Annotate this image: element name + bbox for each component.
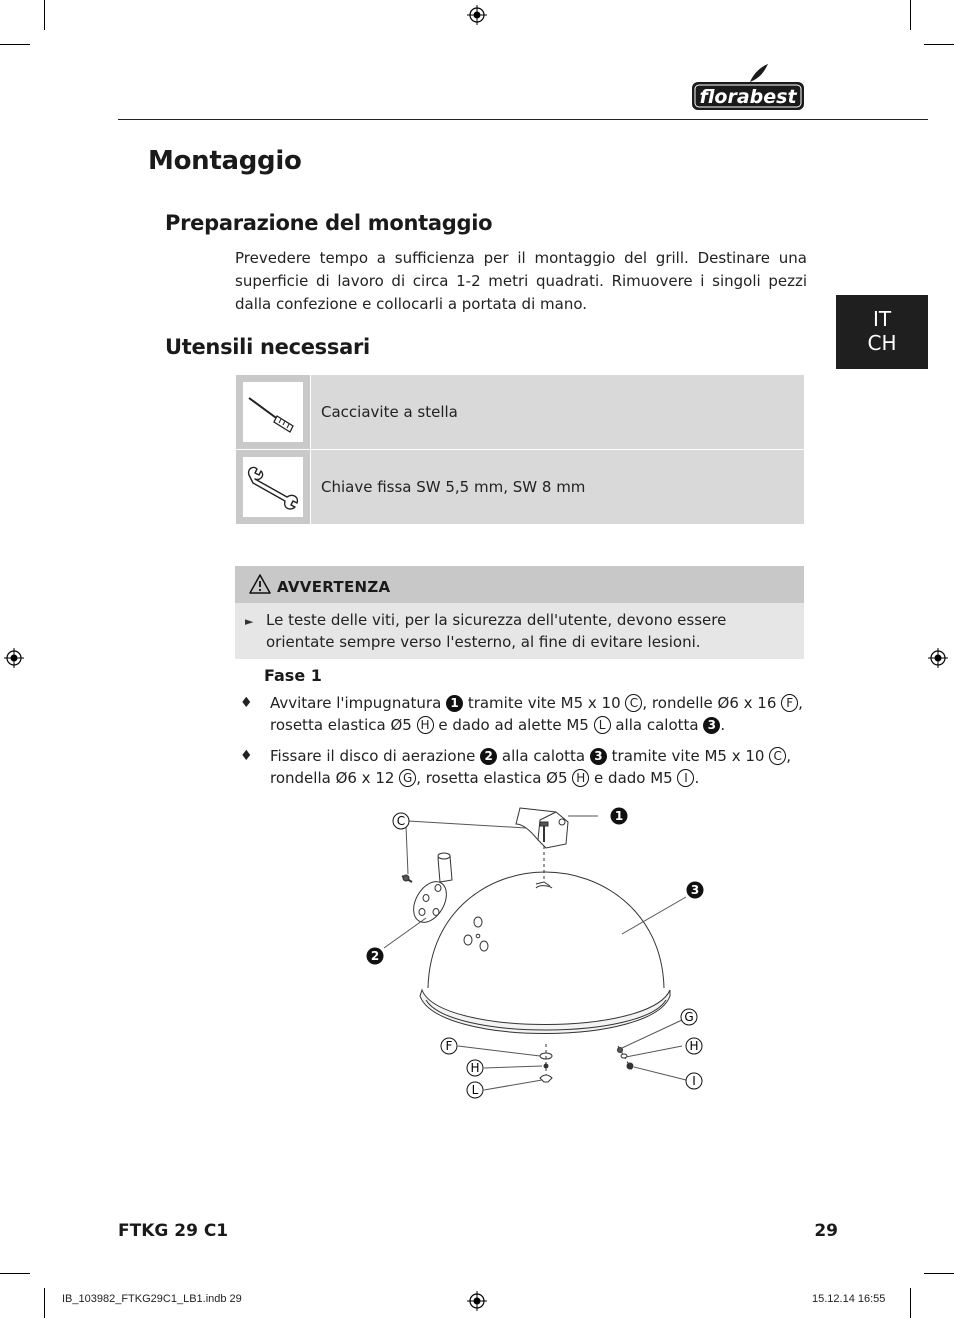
crop-mark [910,1288,911,1318]
part-letter-badge: C [769,747,786,765]
country-code: CH [867,331,897,355]
tool-icon-box [243,457,303,517]
text-run: , rosetta elastica Ø5 [270,694,803,734]
warning-triangle-icon [249,574,271,594]
part-letter-badge: G [399,769,416,787]
tool-icon-cell [236,375,310,449]
language-code: IT [872,307,892,331]
crop-mark [44,0,45,30]
crop-mark [910,0,911,30]
crop-mark [924,44,954,45]
diamond-bullet-icon: ♦ [240,748,253,764]
step-bullet [240,745,810,789]
assembly-diagram [360,800,720,1110]
tool-row [236,375,804,449]
section-heading-preparation: Preparazione del montaggio [165,211,493,235]
text-run: Avvitare l'impugnatura [270,694,447,712]
ventilation-disc [407,876,453,928]
callout-i: I [692,1074,696,1088]
step-title: Fase 1 [264,666,322,685]
slug-date: 15.12.14 16:55 [812,1293,886,1305]
step-bullet-text [270,745,810,789]
part-number-badge: 2 [480,748,497,765]
slug-file: IB_103982_FTKG29C1_LB1.indb 29 [62,1293,242,1305]
text-run: e dado ad alette M5 [433,716,594,734]
tool-icon-box [243,382,303,442]
tool-row [236,450,804,524]
callout-f: F [445,1039,453,1053]
tool-icon-cell [236,450,310,524]
callout-h: H [689,1039,699,1053]
florabest-logo [690,62,806,114]
part-letter-badge: H [572,769,589,787]
wrench-icon [243,457,303,517]
page-title: Montaggio [148,146,302,176]
text-run: , rondella Ø6 x 12 [270,747,792,787]
text-run: , rondelle Ø6 x 16 [642,694,782,712]
registration-mark-icon [467,1291,487,1311]
tool-label: Cacciavite a stella [310,375,458,449]
callout-g: G [684,1010,694,1024]
text-run: alla calotta [610,716,704,734]
part-number-badge: 1 [446,695,463,712]
grill-lid-rim [420,990,670,1034]
header-rule [118,119,928,120]
text-run: . [720,716,726,734]
crop-mark [44,1288,45,1318]
registration-mark-icon [928,648,948,668]
crop-mark [924,1273,954,1274]
preparation-paragraph: Prevedere tempo a sufficienza per il montaggio del grill. Destinare una superficie di lavoro di circa 1-2 metri quadrati. Rimuovere i singoli pezzi dalla confezione e collocarli a portata di mano. [235,249,807,313]
warning-title: AVVERTENZA [277,578,391,596]
text-run: e dado M5 [589,769,678,787]
text-run: alla calotta [497,747,590,765]
diamond-bullet-icon: ♦ [240,695,253,711]
callout-3: 3 [690,883,700,897]
warning-body [235,603,804,659]
text-run: tramite vite M5 x 10 [606,747,770,765]
part-letter-badge: C [625,694,642,712]
tools-table [236,375,804,525]
page-number: 29 [814,1221,838,1241]
callout-1: 1 [614,809,624,823]
tool-label: Chiave fissa SW 5,5 mm, SW 8 mm [310,450,585,524]
part-letter-badge: I [677,769,694,787]
crop-mark [0,44,30,45]
registration-mark-icon [4,648,24,668]
part-letter-badge: F [781,694,798,712]
footer-model-number: FTKG 29 C1 [118,1221,229,1241]
part-number-badge: 3 [590,748,607,765]
warning-box [235,566,804,659]
warning-text: Le teste delle viti, per la sicurezza dell'utente, devono essere orientate sempre verso l'esterno, al fine di evitare lesioni. [266,611,727,651]
part-number-badge: 3 [703,717,720,734]
logo-text: florabest [699,86,797,108]
callout-l: L [471,1083,479,1097]
crop-mark [0,1273,30,1274]
text-run: tramite vite M5 x 10 [463,694,626,712]
triangle-bullet-icon: ► [245,615,254,628]
text-run: Fissare il disco di aerazione [270,747,481,765]
warning-header [235,566,804,603]
callout-2: 2 [370,949,380,963]
step-bullet-text [270,692,810,736]
registration-mark-icon [467,5,487,25]
section-heading-tools: Utensili necessari [165,335,370,359]
callout-c: C [396,814,406,828]
screwdriver-icon [243,382,303,442]
text-run: . [694,769,700,787]
callout-h: H [470,1061,480,1075]
text-run: , rosetta elastica Ø5 [416,769,573,787]
part-letter-badge: H [417,716,434,734]
step-bullet [240,692,810,736]
part-letter-badge: L [594,716,611,734]
language-tab [836,295,928,369]
